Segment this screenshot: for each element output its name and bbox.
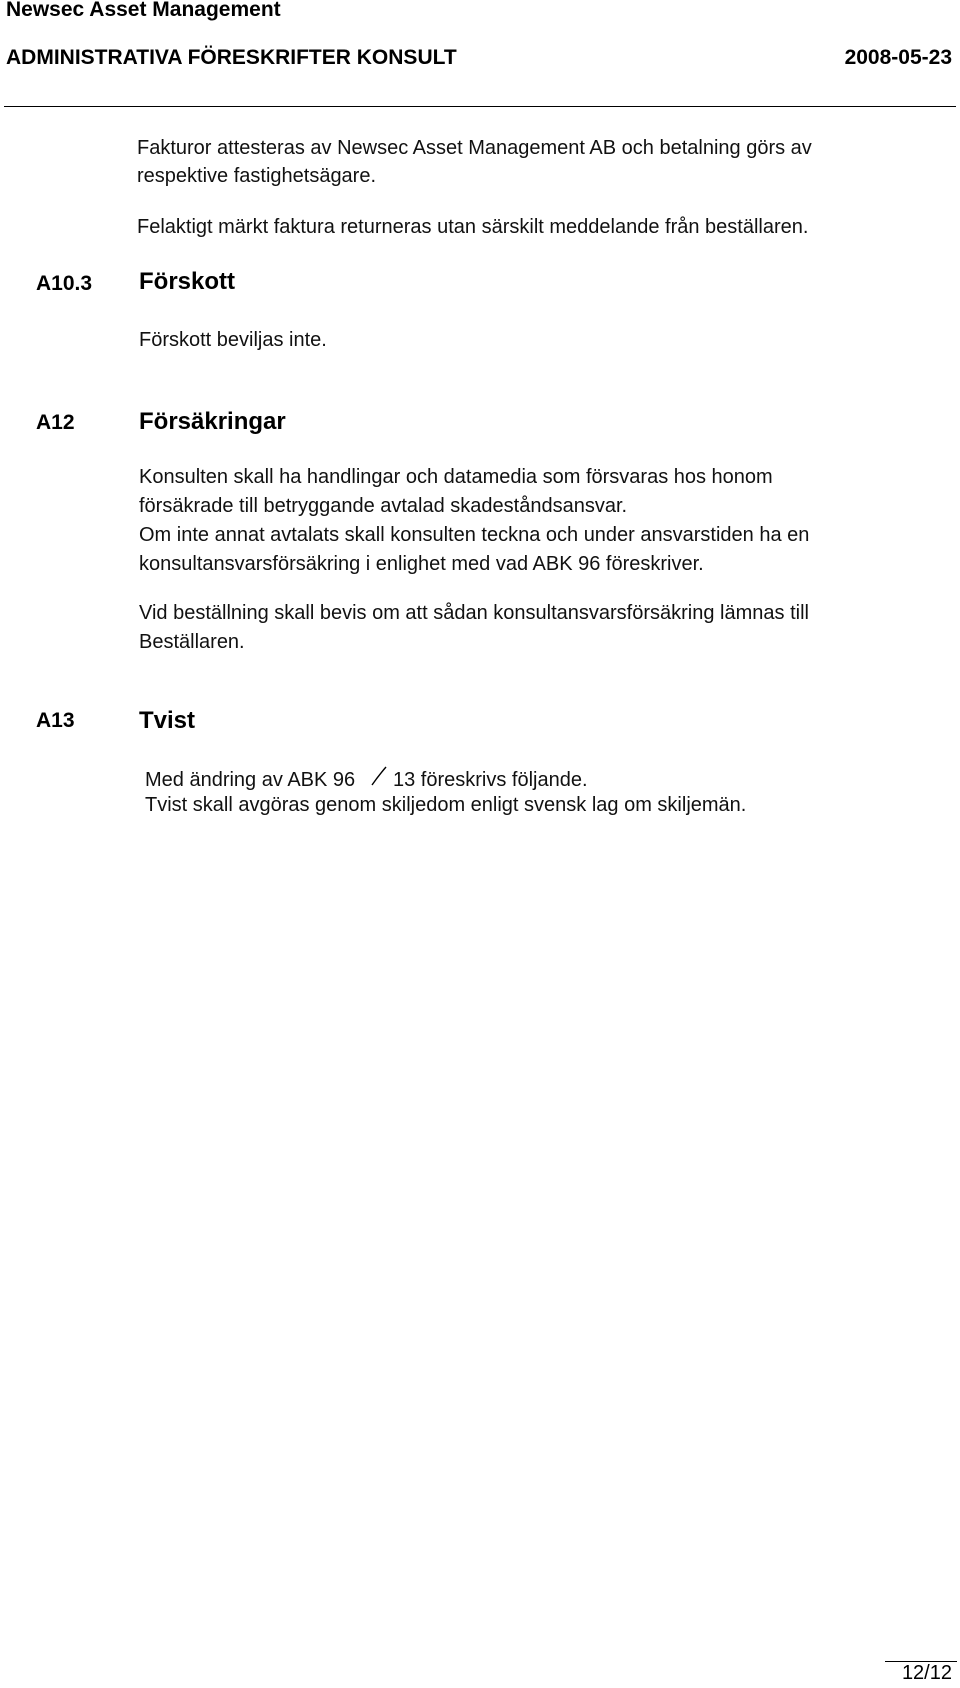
header-divider [4,106,956,107]
intro-line-2: respektive fastighetsägare. [137,165,377,187]
forsakringar-line-3: Om inte annat avtalats skall konsulten teckna och under ansvarstiden ha en [139,524,810,546]
forsakringar-line-6: Beställaren. [139,631,245,653]
tvist-line-1b: 13 föreskrivs följande. [393,769,588,791]
forsakringar-line-2: försäkrade till betryggande avtalad skadeståndsansvar. [139,495,628,517]
page-number: 12/12 [901,1662,952,1684]
tvist-line-1a: Med ändring av ABK 96 [145,769,356,791]
forskott-text: Förskott beviljas inte. [139,329,327,351]
section-number-a10-3: A10.3 [36,272,93,295]
section-number-a13: A13 [36,709,75,732]
intro-line-1: Fakturor attesteras av Newsec Asset Management AB och betalning görs av [137,137,812,159]
company-name: Newsec Asset Management [6,0,281,21]
section-title-forskott: Förskott [139,268,235,295]
forsakringar-line-4: konsultansvarsförsäkring i enlighet med vad ABK 96 föreskriver. [139,553,704,575]
forsakringar-line-1: Konsulten skall ha handlingar och datamedia som försvaras hos honom [139,466,773,488]
document-date: 2008-05-23 [844,46,952,69]
section-number-a12: A12 [36,411,75,434]
forsakringar-line-5: Vid beställning skall bevis om att sådan konsultansvarsförsäkring lämnas till [139,602,809,624]
tvist-line-2: Tvist skall avgöras genom skiljedom enligt svensk lag om skiljemän. [145,794,747,816]
section-title-forsakringar: Försäkringar [139,408,286,435]
document-title: ADMINISTRATIVA FÖRESKRIFTER KONSULT [6,46,457,69]
intro-line-3: Felaktigt märkt faktura returneras utan särskilt meddelande från beställaren. [137,216,809,238]
paragraph-sign-icon [369,765,389,787]
section-title-tvist: Tvist [139,707,196,734]
